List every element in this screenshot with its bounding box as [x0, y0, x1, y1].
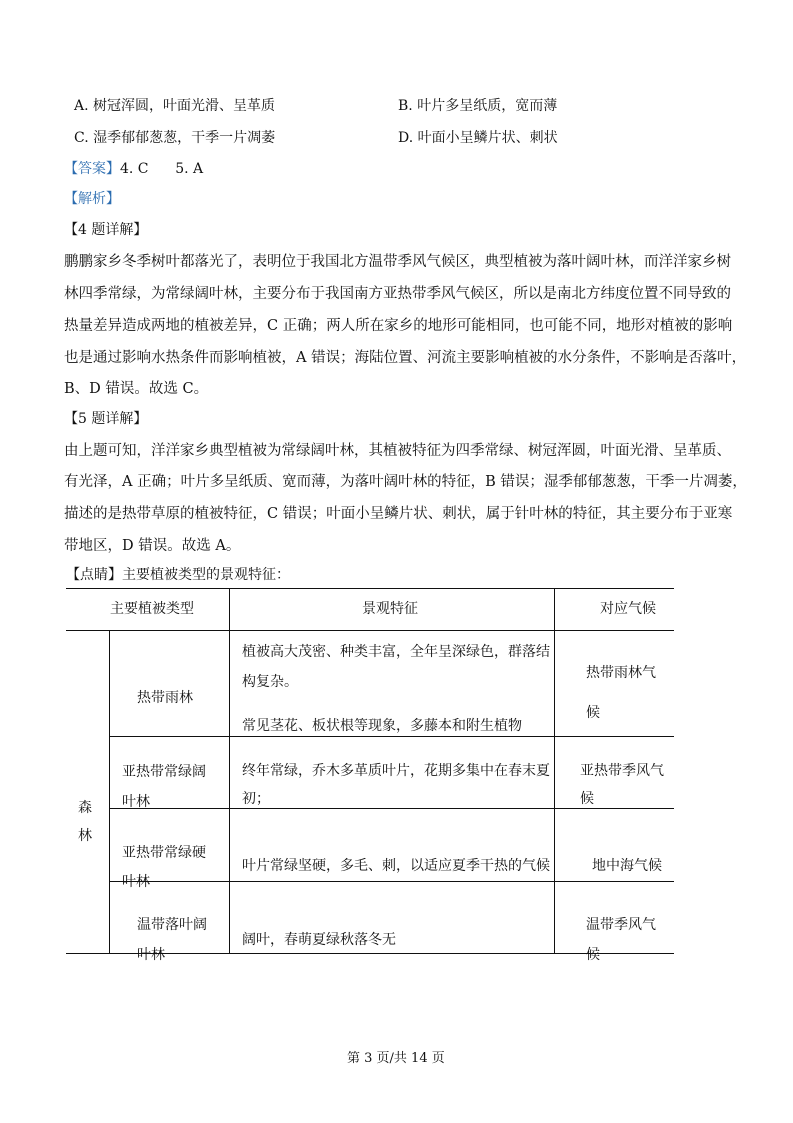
- row-climate: 候: [580, 791, 594, 807]
- q4-line: 林四季常绿，为常绿阔叶林，主要分布于我国南方亚热带季风气候区，所以是南北方纬度位置不同导致的: [64, 286, 731, 302]
- row-type: 亚热带常绿硬: [122, 845, 206, 861]
- row-type: 叶林: [122, 874, 150, 890]
- option-c: C. 湿季郁郁葱葱，干季一片凋萎: [74, 130, 276, 146]
- row-type: 叶林: [122, 794, 150, 810]
- answer-tag: 【答案】: [64, 161, 120, 177]
- tip-heading: 【点睛】主要植被类型的景观特征：: [66, 567, 290, 583]
- q5-heading: 【5 题详解】: [64, 411, 148, 427]
- table-rule: [66, 588, 674, 589]
- table-rule: [66, 630, 674, 631]
- option-d: D. 叶面小呈鳞片状、刺状: [398, 130, 558, 146]
- row-climate: 温带季风气: [586, 917, 656, 933]
- group-label: 森: [78, 800, 92, 816]
- analysis-tag: 【解析】: [64, 191, 120, 207]
- row-climate: 候: [586, 947, 600, 963]
- row-type: 亚热带常绿阔: [122, 764, 206, 780]
- table-rule: [109, 736, 674, 737]
- row-feature: 常见茎花、板状根等现象，多藤本和附生植物: [242, 718, 522, 734]
- answer-values: 4. C 5. A: [120, 161, 204, 177]
- answer-line: [64, 158, 203, 178]
- table-header-type: 主要植被类型: [110, 601, 194, 617]
- table-rule: [109, 630, 110, 954]
- page-number: 第 3 页/共 14 页: [347, 1051, 445, 1066]
- row-type: 叶林: [137, 947, 165, 963]
- table-rule: [554, 588, 555, 954]
- table-rule: [109, 881, 674, 882]
- q5-line: 由上题可知，洋洋家乡典型植被为常绿阔叶林，其植被特征为四季常绿、树冠浑圆，叶面光滑、呈革质、: [64, 443, 731, 459]
- row-feature: 终年常绿，乔木多革质叶片，花期多集中在春末夏: [242, 763, 550, 779]
- row-type: 温带落叶阔: [137, 917, 207, 933]
- row-climate: 热带雨林气: [586, 665, 656, 681]
- row-climate: 亚热带季风气: [580, 763, 664, 779]
- option-b: B. 叶片多呈纸质，宽而薄: [398, 98, 558, 114]
- row-climate: 地中海气候: [592, 858, 662, 874]
- q4-line: 也是通过影响水热条件而影响植被，A 错误；海陆位置、河流主要影响植被的水分条件，不影响是否落叶，: [64, 350, 747, 366]
- q4-line: 鹏鹏家乡冬季树叶都落光了，表明位于我国北方温带季风气候区，典型植被为落叶阔叶林，而洋洋家乡树: [64, 254, 731, 270]
- table-header-climate: 对应气候: [600, 601, 656, 617]
- option-a: A. 树冠浑圆，叶面光滑、呈革质: [74, 98, 276, 114]
- row-climate: 候: [586, 705, 600, 721]
- row-feature: 构复杂。: [242, 674, 298, 690]
- table-rule: [229, 588, 230, 954]
- group-label: 林: [78, 828, 92, 844]
- row-type: 热带雨林: [137, 690, 193, 706]
- q4-line: B、D 错误。故选 C。: [64, 381, 209, 397]
- q4-line: 热量差异造成两地的植被差异，C 正确；两人所在家乡的地形可能相同，也可能不同，地形对植被的影响: [64, 318, 733, 334]
- row-feature: 初；: [242, 791, 270, 807]
- row-feature: 叶片常绿坚硬，多毛、刺，以适应夏季干热的气候: [242, 858, 550, 874]
- q5-line: 有光泽，A 正确；叶片多呈纸质、宽而薄，为落叶阔叶林的特征，B 错误；湿季郁郁葱葱，干季一片凋萎，: [64, 474, 747, 490]
- row-feature: 植被高大茂密、种类丰富，全年呈深绿色，群落结: [242, 644, 550, 660]
- q5-line: 描述的是热带草原的植被特征，C 错误；叶面小呈鳞片状、刺状，属于针叶林的特征，其主要分布于亚寒: [64, 506, 733, 522]
- row-feature: 阔叶，春萌夏绿秋落冬无: [242, 932, 396, 948]
- table-header-features: 景观特征: [362, 601, 418, 617]
- q4-heading: 【4 题详解】: [64, 222, 148, 238]
- q5-line: 带地区，D 错误。故选 A。: [64, 538, 241, 554]
